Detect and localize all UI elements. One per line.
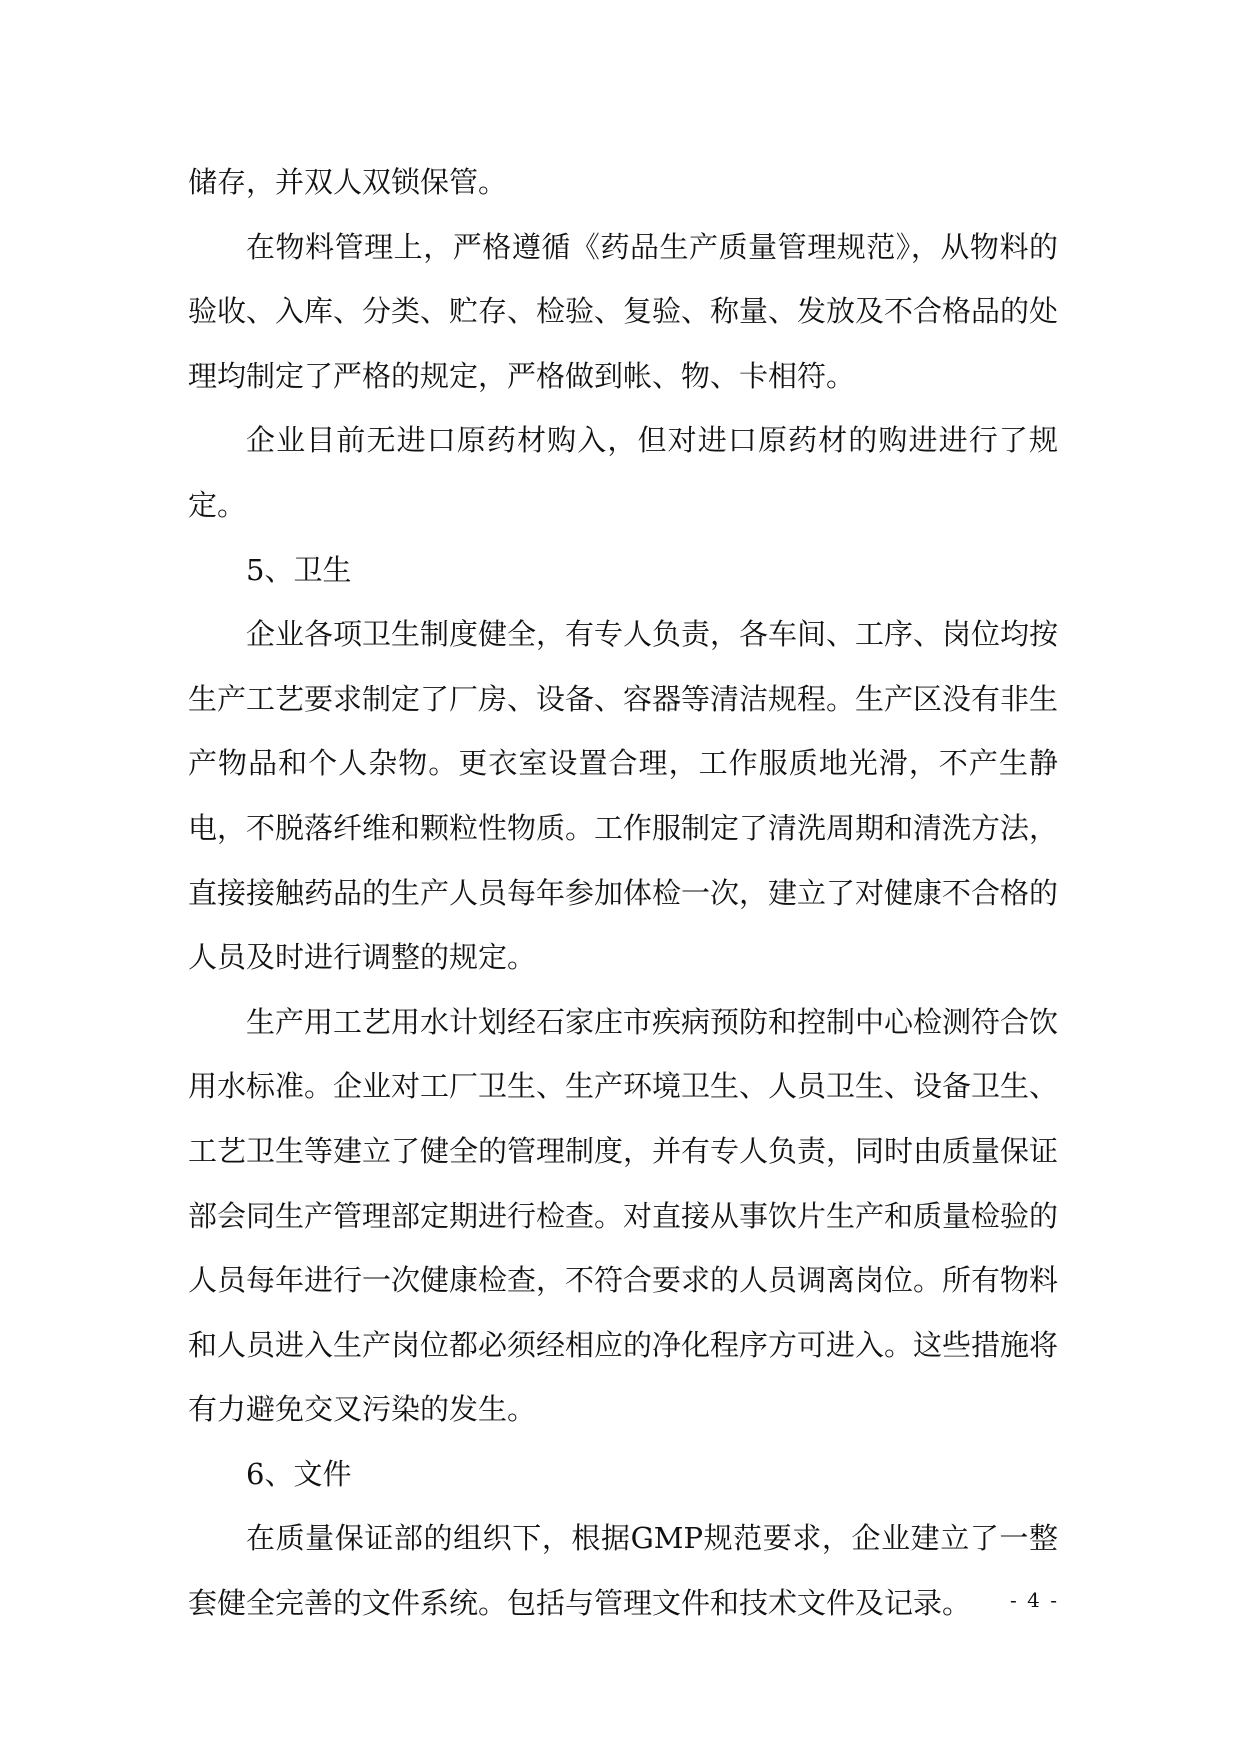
paragraph-process-water: 生产用工艺用水计划经石家庄市疾病预防和控制中心检测符合饮用水标准。企业对工厂卫生、生产环境卫生、人员卫生、设备卫生、工艺卫生等建立了健全的管理制度，并有专人负责，同时由质量保证部会同生产管理部定期进行检查。对直接从事饮片生产和质量检验的人员每年进行一次健康检查，不符合要求的人员调离岗位。所有物料和人员进入生产岗位都必须经相应的净化程序方可进入。这些措施将有力避免交叉污染的发生。	[188, 1004, 1059, 1427]
paragraph-document-system: 在质量保证部的组织下，根据GMP规范要求，企业建立了一整套健全完善的文件系统。包括与管理文件和技术文件及记录。	[188, 1521, 1058, 1621]
page-number: - 4 -	[1010, 1588, 1059, 1612]
document-body	[188, 150, 1058, 1636]
section-heading-documents: 6、文件	[246, 1456, 352, 1491]
paragraph-material-management: 在物料管理上，严格遵循《药品生产质量管理规范》，从物料的验收、入库、分类、贮存、检验、复验、称量、发放及不合格品的处理均制定了严格的规定，严格做到帐、物、卡相符。	[188, 229, 1059, 393]
paragraph-import-materials: 企业目前无进口原药材购入，但对进口原药材的购进进行了规定。	[188, 423, 1058, 522]
paragraph-continuation: 储存，并双人双锁保管。	[188, 165, 508, 199]
paragraph-hygiene-system: 企业各项卫生制度健全，有专人负责，各车间、工序、岗位均按生产工艺要求制定了厂房、设备、容器等清洁规程。生产区没有非生产物品和个人杂物。更衣室设置合理，工作服质地光滑，不产生静电，不脱落纤维和颗粒性物质。工作服制定了清洗周期和清洗方法，直接接触药品的生产人员每年参加体检一次，建立了对健康不合格的人员及时进行调整的规定。	[188, 617, 1059, 975]
section-heading-hygiene: 5、卫生	[246, 552, 352, 587]
